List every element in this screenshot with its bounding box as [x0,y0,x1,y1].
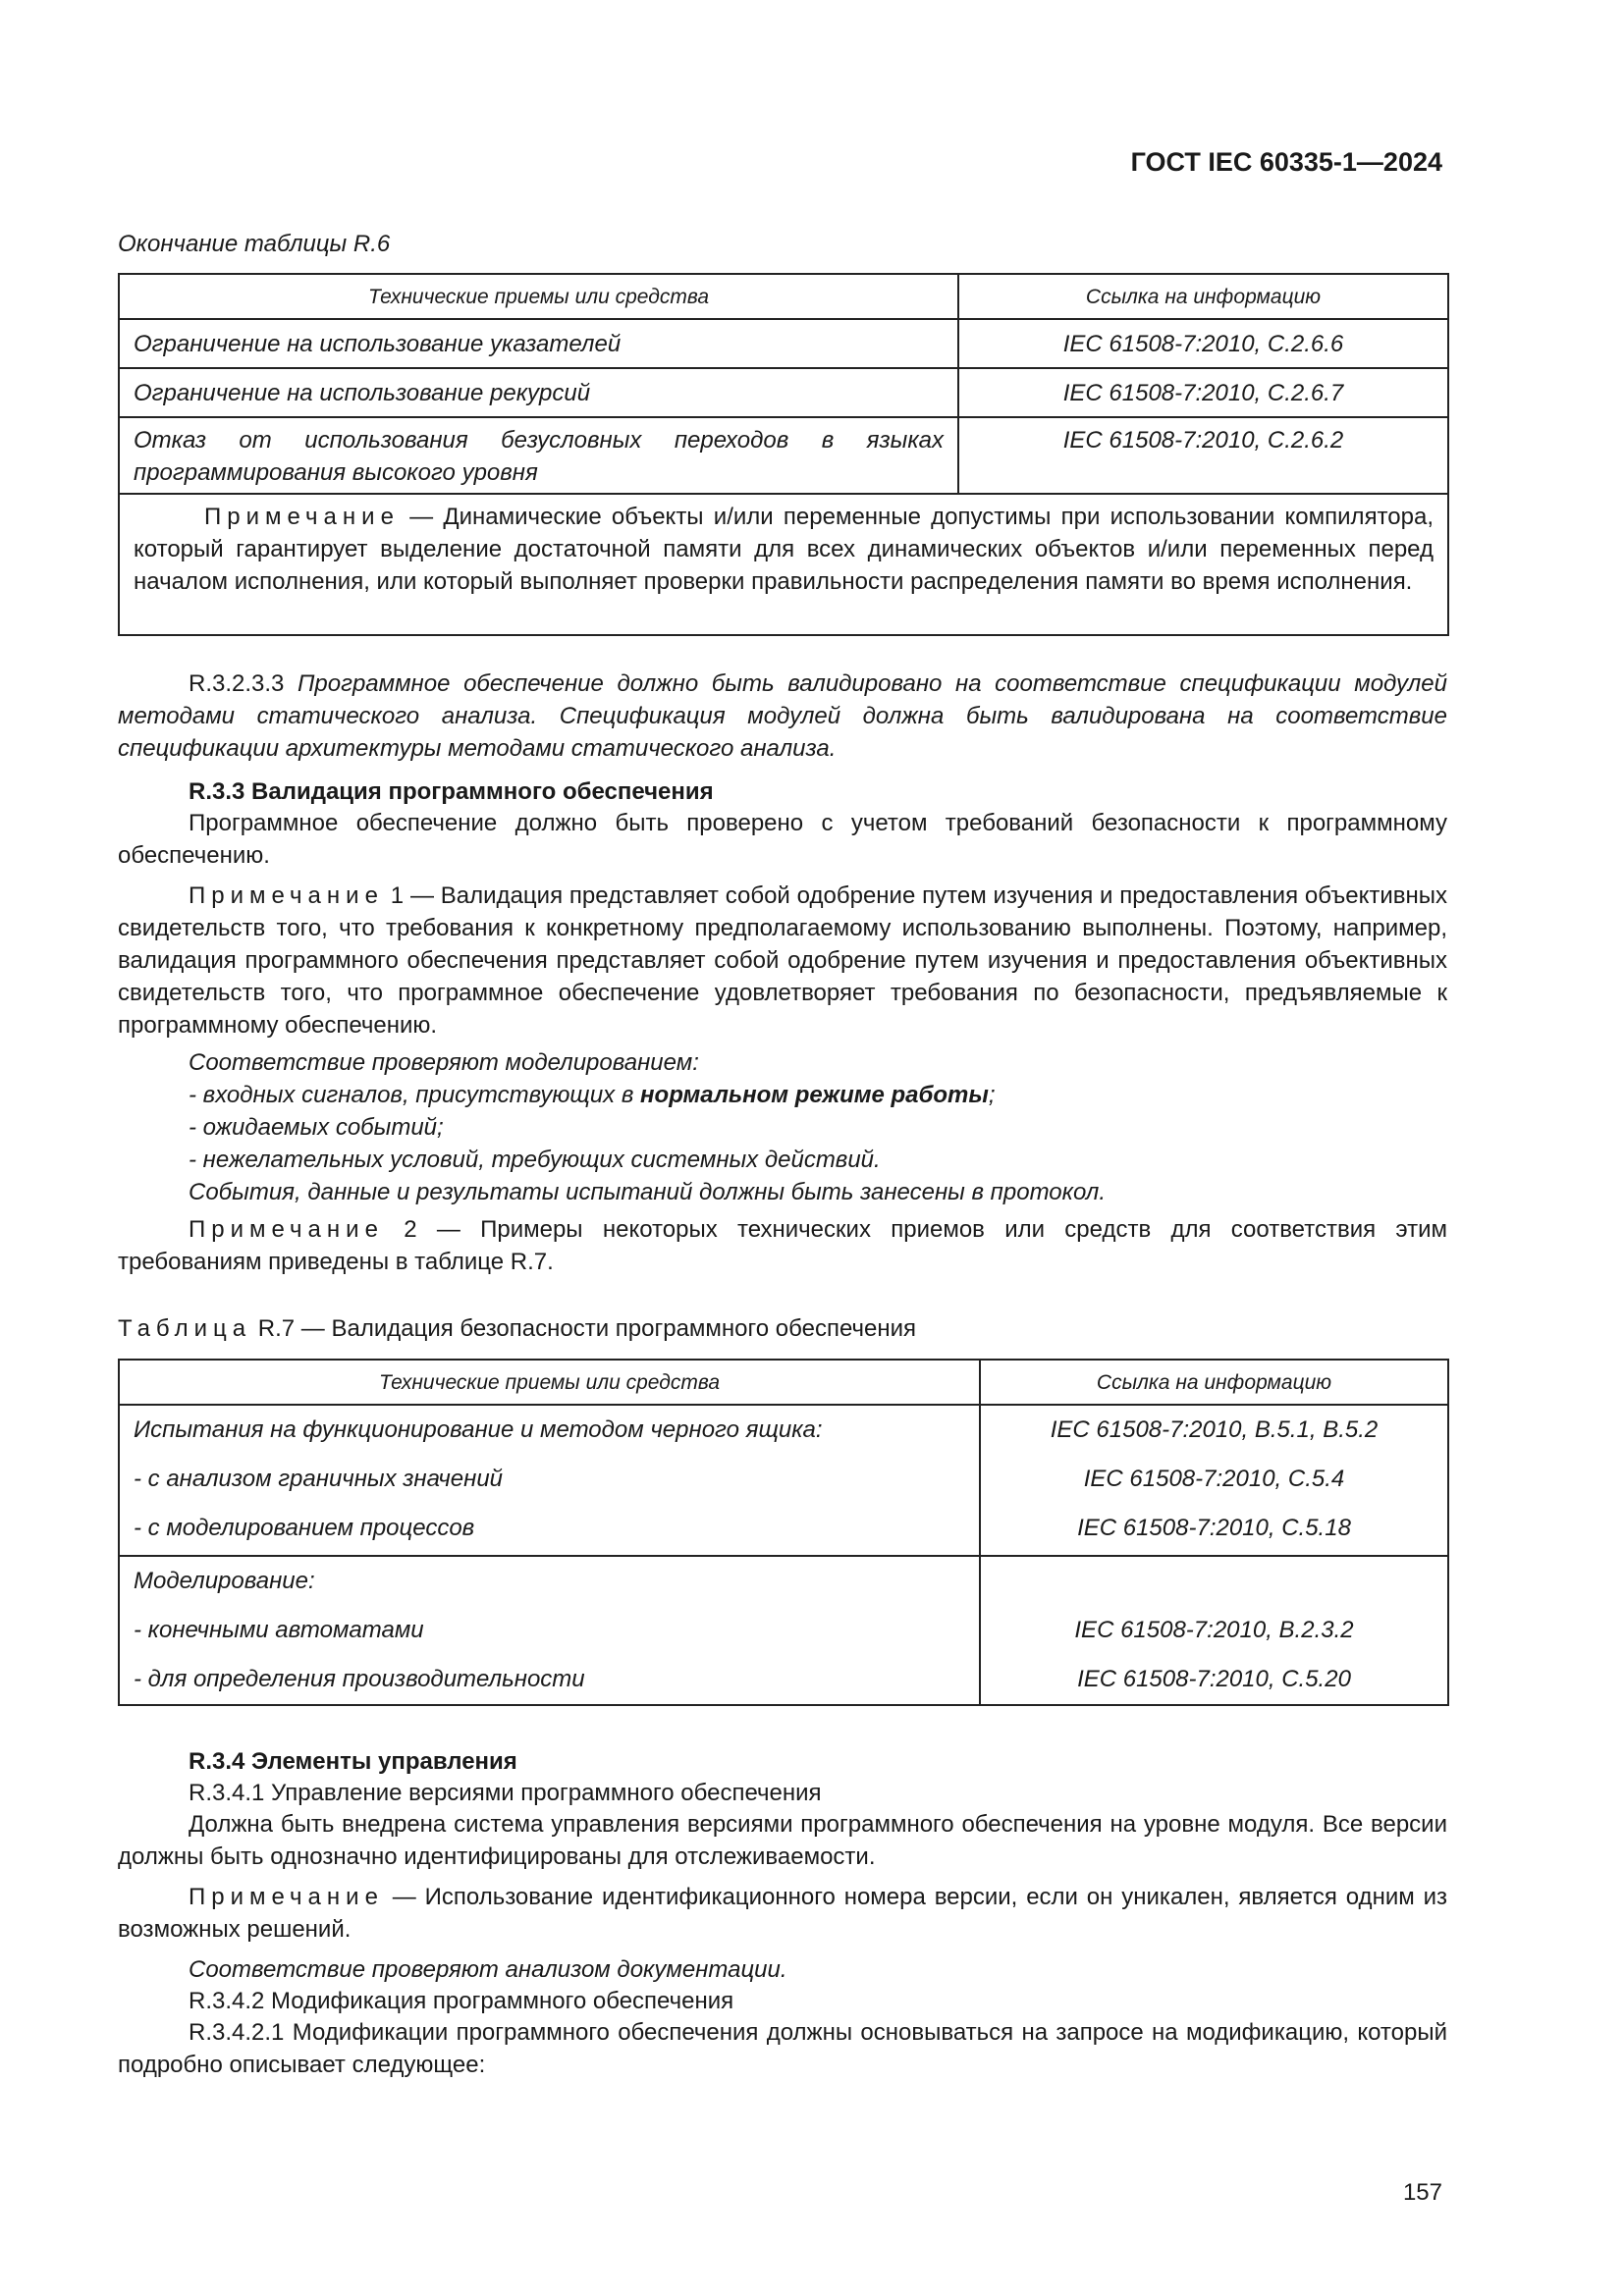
technique-line: - с анализом граничных значений [134,1466,504,1492]
note-text: 2 — Примеры некоторых технических приемов или средств для соответствия этим требованиям приведены в таблице R.7. [118,1216,1447,1275]
note-label: Примечание [189,1884,384,1910]
table-row-reference: IEC 61508-7:2010, C.2.6.2 [958,417,1448,494]
technique-line: - конечными автоматами [134,1617,424,1643]
list-item: - входных сигналов, присутствующих в нормальном режиме работы; [189,1082,996,1108]
reference-line: IEC 61508-7:2010, B.5.1, B.5.2 [1050,1416,1379,1443]
compliance-statement: Соответствие проверяют анализом документации. [189,1956,787,1983]
subsection-heading-r342: R.3.4.2 Модификация программного обеспечения [189,1988,734,2014]
technique-line: - с моделированием процессов [134,1515,475,1541]
table-row-reference: IEC 61508-7:2010, C.2.6.6 [958,319,1448,368]
clause-text: Программное обеспечение должно быть валидировано на соответствие спецификации модулей методами статического анализа. Спецификация модулей должна быть валидирована на соответствие спецификации архитектуры методами статического анализа. [118,670,1447,762]
table-row-technique: Отказ от использования безусловных переходов в языках программирования высокого уровня [119,417,958,494]
document-code: ГОСТ IEC 60335-1—2024 [1130,147,1442,177]
table-row-techniques [119,1405,980,1556]
compliance-intro: Соответствие проверяют моделированием: [189,1049,699,1076]
table-row-technique: Ограничение на использование рекурсий [119,368,958,417]
table-r7-caption [118,1312,916,1345]
reference-line [995,1557,1434,1606]
table-r7-header-technique: Технические приемы или средства [119,1360,980,1405]
paragraph: R.3.4.2.1 Модификации программного обеспечения должны основываться на запросе на модификацию, который подробно описывает следующее: [118,2019,1447,2078]
note-label: Примечание [204,504,400,530]
list-item: - ожидаемых событий; [189,1114,444,1141]
technique-line: Испытания на функционирование и методом черного ящика: [134,1416,823,1443]
paragraph: Программное обеспечение должно быть проверено с учетом требований безопасности к программному обеспечению. [118,810,1447,869]
section-heading-r33: R.3.3 Валидация программного обеспечения [189,778,714,805]
table-r6-header-technique: Технические приемы или средства [119,274,958,319]
table-row-references [980,1556,1448,1705]
note-label: Примечание [189,1216,384,1243]
table-r6-header-reference: Ссылка на информацию [958,274,1448,319]
note-label: Примечание [189,882,384,909]
table-row-technique: Ограничение на использование указателей [119,319,958,368]
table-title: R.7 — Валидация безопасности программного обеспечения [251,1315,916,1342]
table-row-reference: IEC 61508-7:2010, C.2.6.7 [958,368,1448,417]
note-text: — Динамические объекты и/или переменные допустимы при использовании компилятора, который гарантирует выделение достаточной памяти для всех динамических объектов и/или переменных перед началом исполнения, или который выполняет проверки правильности распределения памяти во время исполнения. [134,504,1434,595]
technique-line: - для определения производительности [134,1666,585,1692]
note-text: 1 — Валидация представляет собой одобрение путем изучения и предоставления объективных свидетельств того, что требования к конкретному предполагаемому использованию выполнены. Поэтому, например, валидация программного обеспечения представляет собой одобрение путем изучения и предоставления объективных свидетельств того, что программное обеспечение удовлетворяет требования по безопасности, предъявляемые к программному обеспечению. [118,882,1447,1039]
clause-r3233 [118,667,1447,765]
reference-line: IEC 61508-7:2010, C.5.18 [1077,1515,1351,1541]
page-number: 157 [1402,2179,1442,2206]
table-label: Таблица [118,1315,252,1342]
note-1 [118,880,1447,1041]
section-heading-r34: R.3.4 Элементы управления [189,1748,517,1775]
table-r6-caption: Окончание таблицы R.6 [118,231,391,257]
compliance-block [189,1046,1445,1208]
reference-line: IEC 61508-7:2010, C.5.4 [1083,1466,1345,1492]
note-2 [118,1213,1447,1278]
subsection-heading-r341: R.3.4.1 Управление версиями программного обеспечения [189,1780,822,1806]
table-r6-note [119,494,1448,635]
table-r7 [118,1359,1449,1706]
note [118,1881,1447,1946]
table-r6 [118,273,1449,636]
reference-line: IEC 61508-7:2010, B.2.3.2 [1074,1617,1354,1643]
record-requirement: События, данные и результаты испытаний должны быть занесены в протокол. [189,1179,1107,1205]
table-r7-header-reference: Ссылка на информацию [980,1360,1448,1405]
table-row-references [980,1405,1448,1556]
note-text: — Использование идентификационного номера версии, если он уникален, является одним из возможных решений. [118,1884,1447,1943]
paragraph: Должна быть внедрена система управления версиями программного обеспечения на уровне модуля. Все версии должны быть однозначно идентифицированы для отслеживаемости. [118,1811,1447,1870]
clause-number: R.3.2.3.3 [189,670,285,697]
table-row-techniques [119,1556,980,1705]
reference-line: IEC 61508-7:2010, C.5.20 [1077,1666,1351,1692]
list-item: - нежелательных условий, требующих системных действий. [189,1147,881,1173]
technique-line: Моделирование: [134,1568,315,1594]
